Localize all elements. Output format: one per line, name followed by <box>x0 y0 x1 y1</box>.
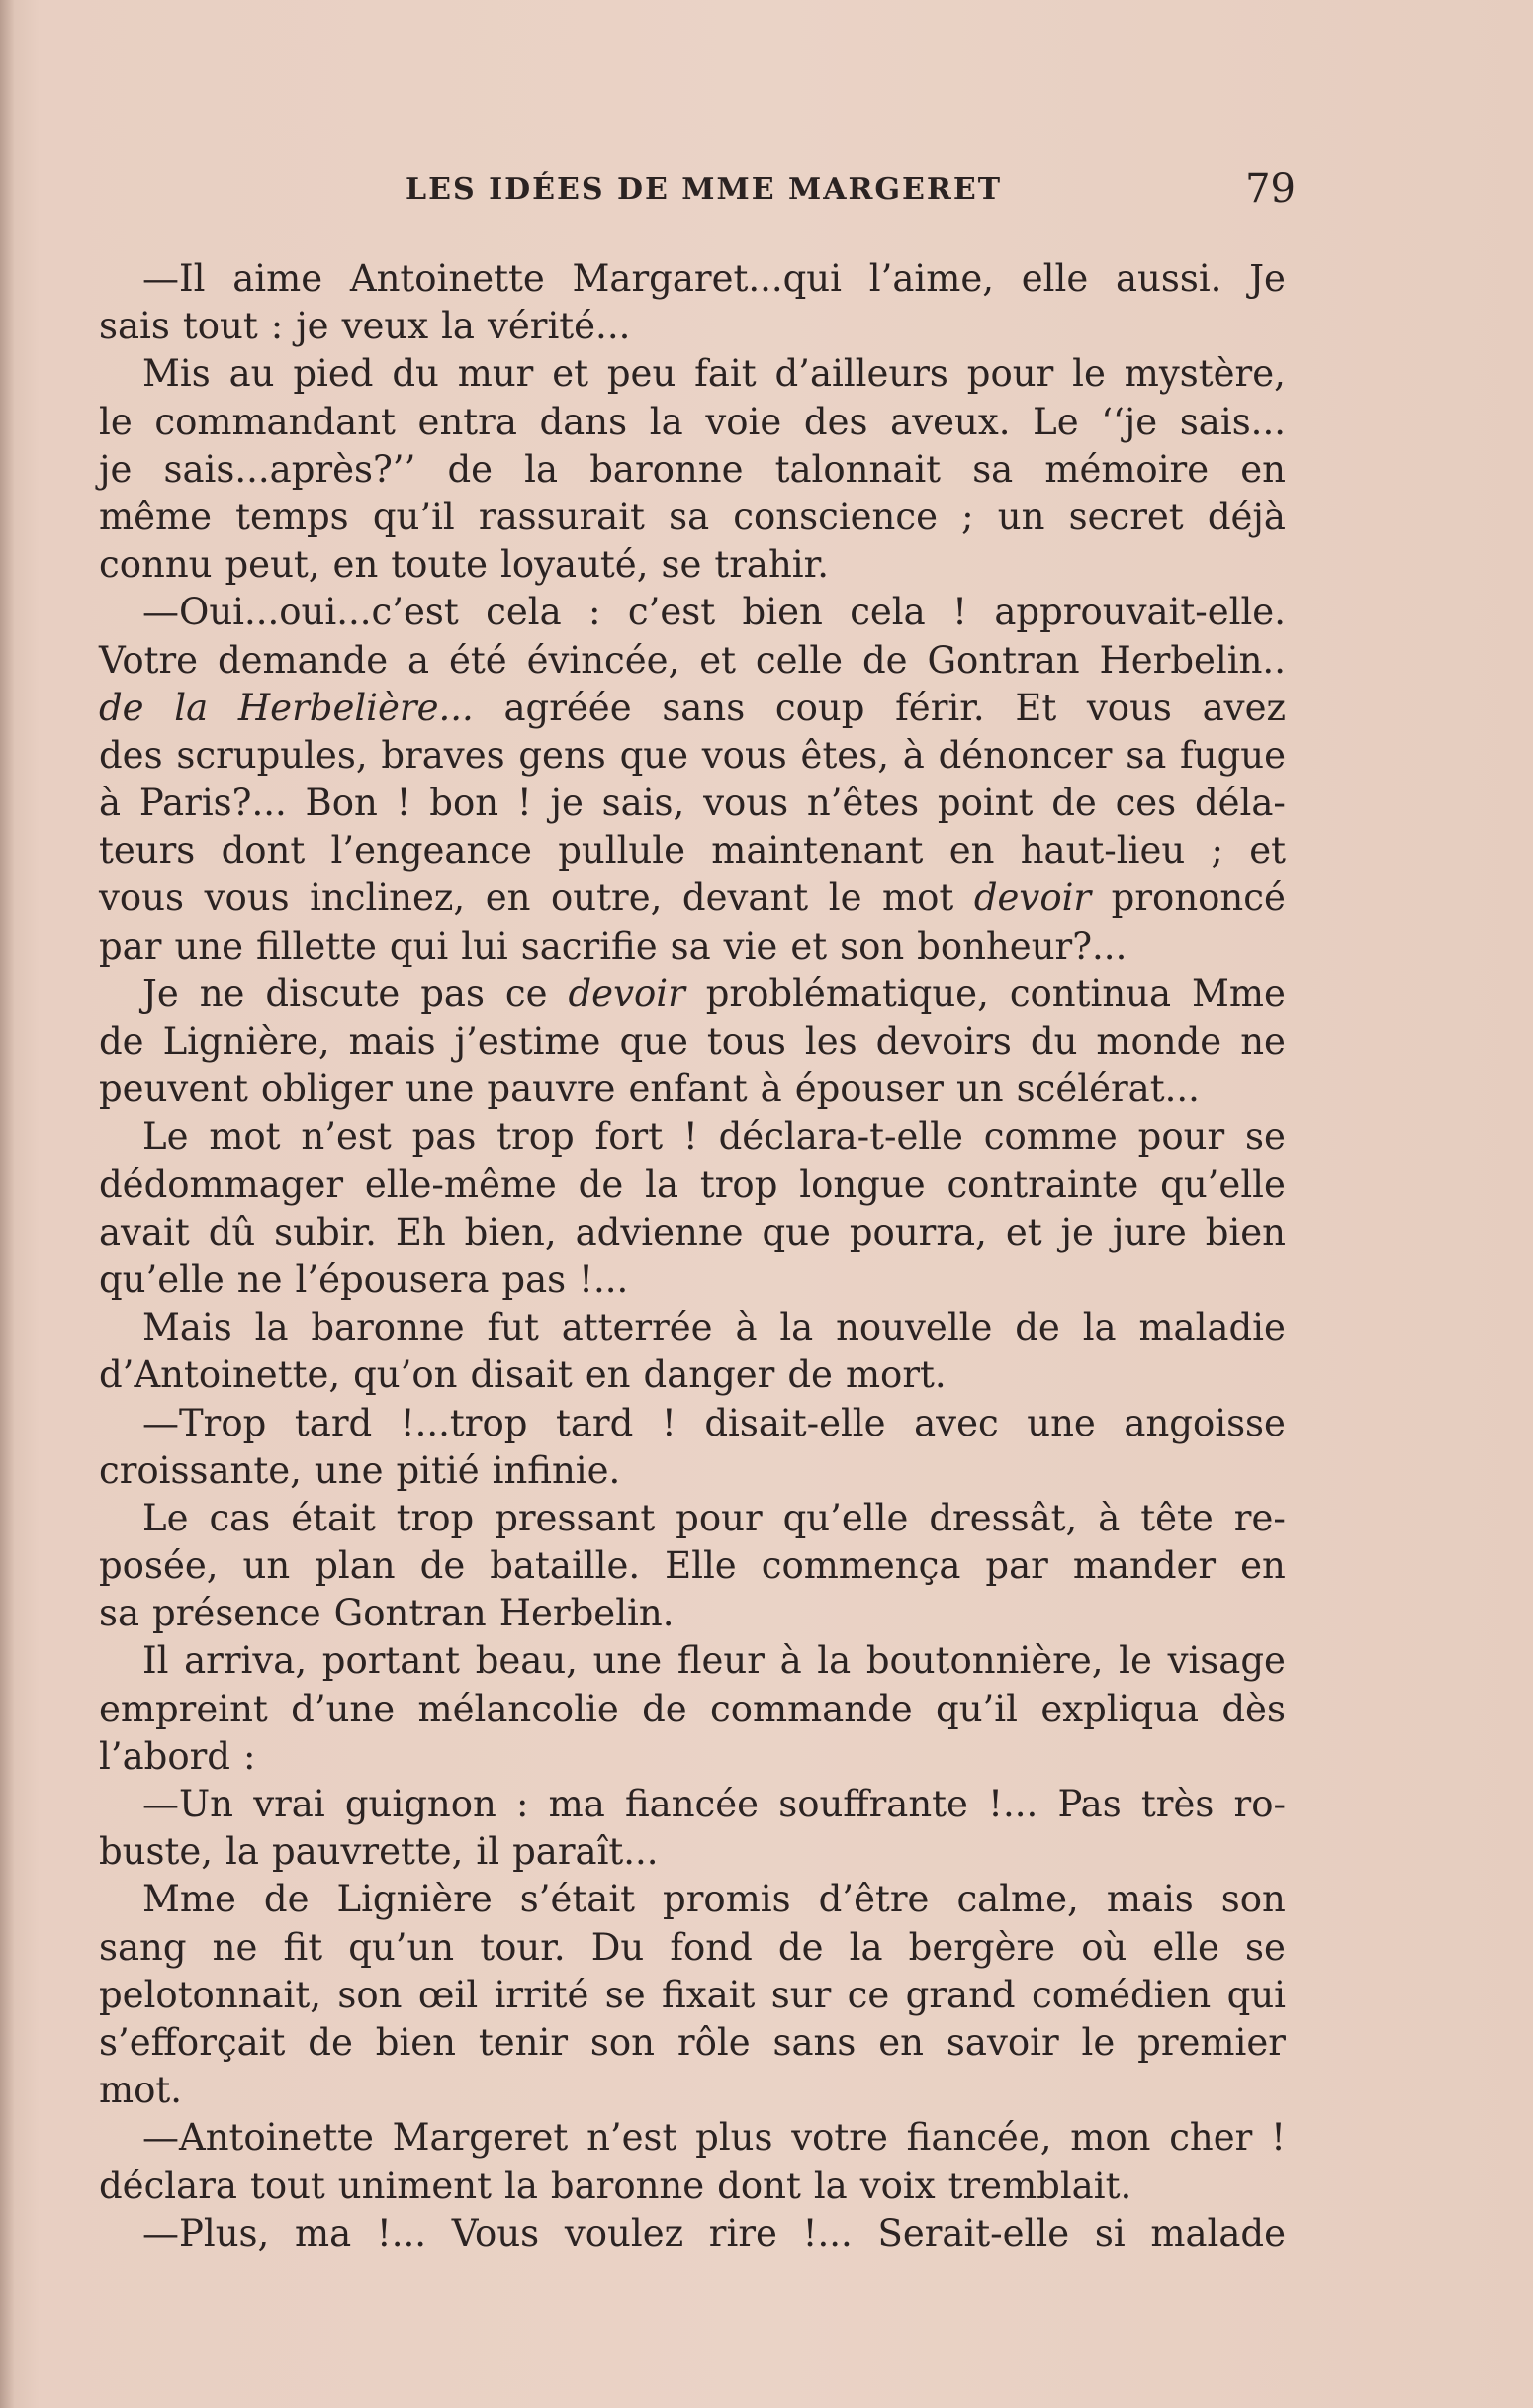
body-text <box>99 255 1286 2258</box>
text-line: —Plus, ma !... Vous voulez rire !... Serait-elle si malade <box>142 2211 1286 2255</box>
text-line: Il arriva, portant beau, une fleur à la boutonnière, le visage <box>142 1639 1286 1683</box>
text-line: vous vous inclinez, en outre, devant le mot devoir prononcé <box>99 877 1286 920</box>
text-line: teurs dont l’engeance pullule maintenant en haut-lieu ; et <box>99 829 1286 873</box>
text-line: déclara tout uniment la baronne dont la voix tremblait. <box>99 2164 1132 2207</box>
text-line: Je ne discute pas ce devoir problématique, continua Mme <box>142 972 1286 1015</box>
text-line: à Paris?... Bon ! bon ! je sais, vous n’êtes point de ces déla- <box>99 782 1286 825</box>
text-line: dédommager elle-même de la trop longue contrainte qu’elle <box>99 1162 1286 1206</box>
text-line: s’efforçait de bien tenir son rôle sans en savoir le premier <box>99 2020 1286 2064</box>
text-line: mot. <box>99 2069 182 2112</box>
text-line: connu peut, en toute loyauté, se trahir. <box>99 543 830 587</box>
text-line: Le mot n’est pas trop fort ! déclara-t-elle comme pour se <box>142 1115 1286 1158</box>
text-line: pelotonnait, son œil irrité se fixait sur ce grand comédien qui <box>99 1973 1286 2016</box>
text-line: des scrupules, braves gens que vous êtes, à dénoncer sa fugue <box>99 733 1286 777</box>
text-line: l’abord : <box>99 1734 256 1778</box>
text-line: sa présence Gontran Herbelin. <box>99 1592 675 1635</box>
page-number: 79 <box>1245 166 1296 212</box>
text-line: sais tout : je veux la vérité... <box>99 305 631 348</box>
text-line: Votre demande a été évincée, et celle de Gontran Herbelin.. <box>99 638 1286 682</box>
book-spine-shadow <box>0 0 14 2408</box>
text-line: de Lignière, mais j’estime que tous les devoirs du monde ne <box>99 1020 1286 1063</box>
text-line: Le cas était trop pressant pour qu’elle dressât, à tête re- <box>142 1496 1286 1539</box>
text-line: même temps qu’il rassurait sa conscience ; un secret déjà <box>99 495 1286 538</box>
text-line: par une fillette qui lui sacrifie sa vie et son bonheur?... <box>99 924 1127 968</box>
text-line: —Il aime Antoinette Margaret...qui l’aime, elle aussi. Je <box>142 257 1286 300</box>
text-line: empreint d’une mélancolie de commande qu’il expliqua dès <box>99 1687 1286 1730</box>
text-line: —Un vrai guignon : ma fiancée souffrante !... Pas très ro- <box>142 1783 1286 1825</box>
page-header <box>406 166 1296 216</box>
text-line: croissante, une pitié infinie. <box>99 1448 621 1492</box>
text-line: Mais la baronne fut atterrée à la nouvelle de la maladie <box>142 1306 1286 1349</box>
text-line: peuvent obliger une pauvre enfant à épouser un scélérat... <box>99 1067 1200 1111</box>
text-line: d’Antoinette, qu’on disait en danger de mort. <box>99 1353 947 1397</box>
text-line: buste, la pauvrette, il paraît... <box>99 1830 659 1874</box>
text-line: avait dû subir. Eh bien, advienne que pourra, et je jure bien <box>99 1210 1286 1253</box>
text-line: je sais...après?’’ de la baronne talonnait sa mémoire en <box>99 447 1286 491</box>
text-line: sang ne fit qu’un tour. Du fond de la bergère où elle se <box>99 1925 1286 1969</box>
text-line: Mis au pied du mur et peu fait d’ailleurs pour le mystère, <box>142 352 1286 396</box>
text-line: Mme de Lignière s’était promis d’être calme, mais son <box>142 1878 1286 1921</box>
text-line: posée, un plan de bataille. Elle commença par mander en <box>99 1544 1286 1588</box>
running-title: LES IDÉES DE MME MARGERET <box>406 172 1003 207</box>
text-line: —Trop tard !...trop tard ! disait-elle avec une angoisse <box>142 1401 1286 1444</box>
text-line: —Antoinette Margeret n’est plus votre fiancée, mon cher ! <box>142 2116 1286 2160</box>
text-line: —Oui...oui...c’est cela : c’est bien cela ! approuvait-elle. <box>142 591 1286 634</box>
text-line: qu’elle ne l’épousera pas !... <box>99 1257 629 1301</box>
text-line: de la Herbelière... agréée sans coup férir. Et vous avez <box>99 686 1286 729</box>
text-line: le commandant entra dans la voie des aveux. Le ‘‘je sais... <box>99 400 1286 443</box>
